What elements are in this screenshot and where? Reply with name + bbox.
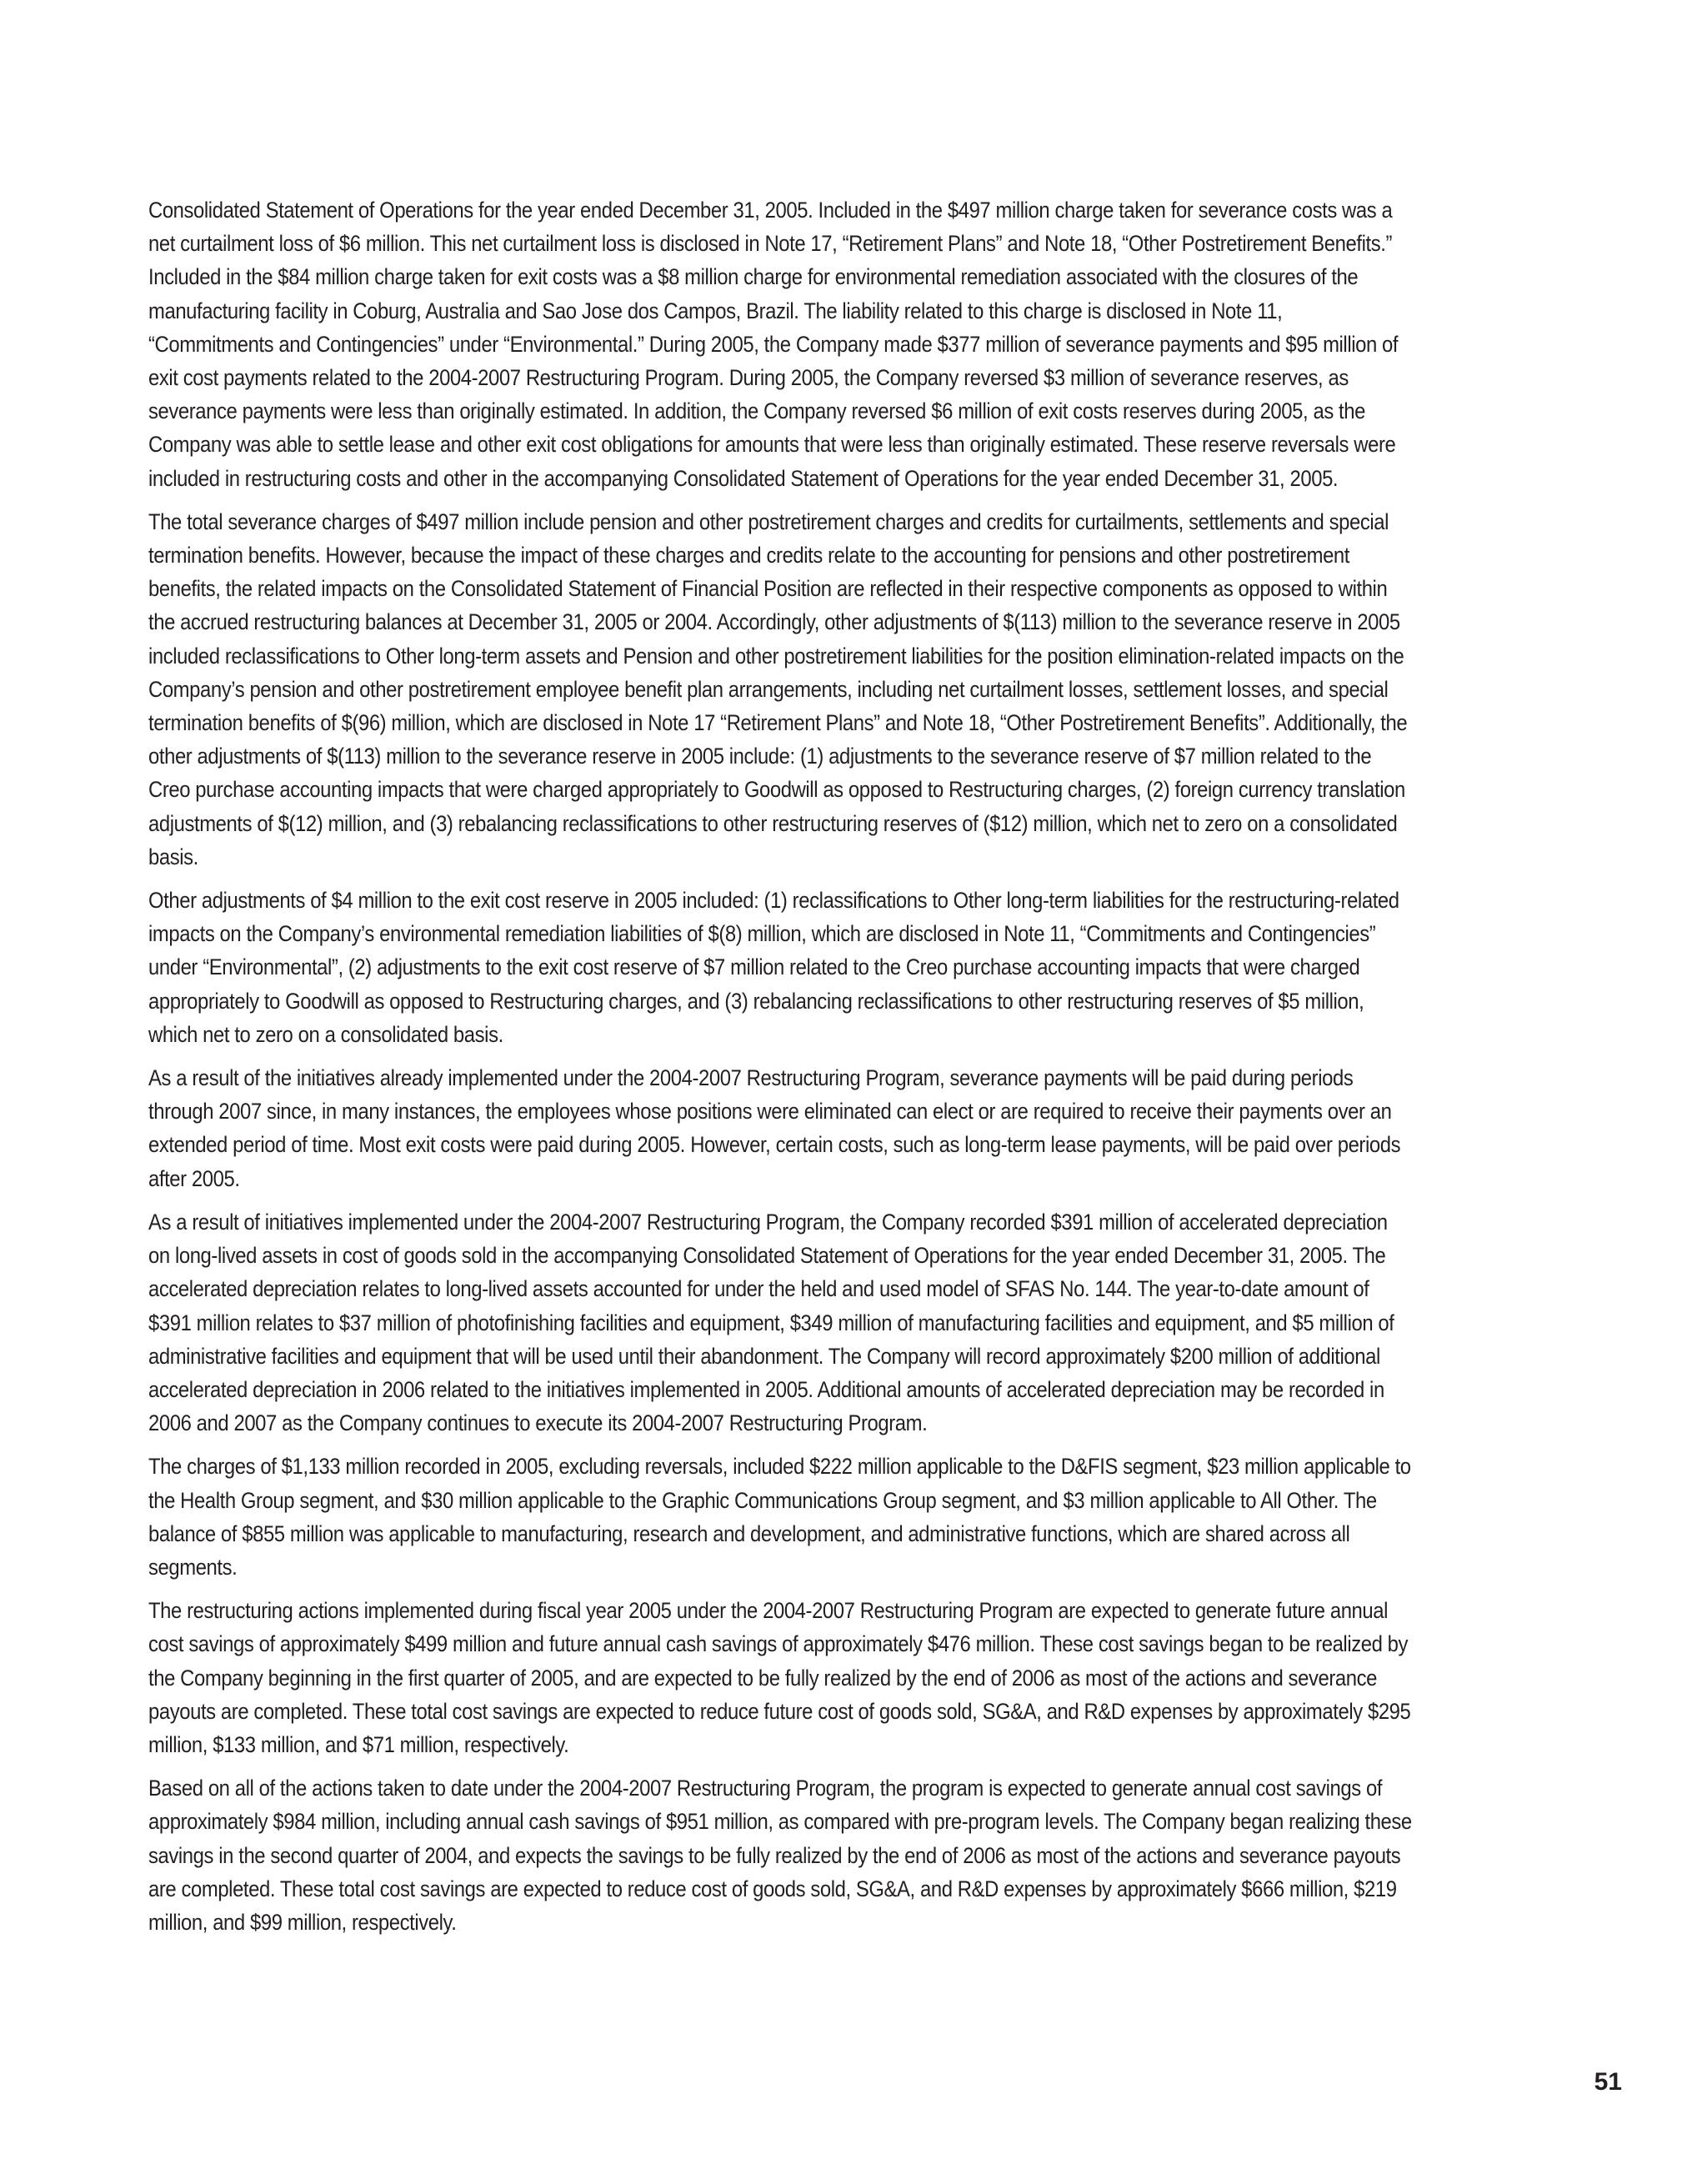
paragraph-payment-timing: As a result of the initiatives already implemented under the 2004-2007 Restructuring Program, severance payments will be paid during periods through 2007 since, in many instances, the employees whose positions were eliminated can elect or are required to receive their payments over an extended period of time. Most exit costs were paid during 2005. However, certain costs, such as long-term lease payments, will be paid over periods after 2005. — [148, 1065, 1401, 1191]
paragraph-exit-cost-adjustments: Other adjustments of $4 million to the exit cost reserve in 2005 included: (1) reclassifications to Other long-term liabilities for the restructuring-related impacts on the Company’s environmental remediation liabilities of $(8) million, which are disclosed in Note 11, “Commitments and Contingencies” under “Environmental”, (2) adjustments to the exit cost reserve of $7 million related to the Creo purchase accounting impacts that were charged appropriately to Goodwill as opposed to Restructuring charges, and (3) rebalancing reclassifications to other restructuring reserves of $5 million, which net to zero on a consolidated basis. — [148, 888, 1399, 1047]
paragraph-restructuring-charges: Consolidated Statement of Operations for the year ended December 31, 2005. Included in the $497 million charge taken for severance costs was a net curtailment loss of $6 million. This net curtailment loss is disclosed in Note 17, “Retirement Plans” and Note 18, “Other Postretirement Benefits.” Included in the $84 million charge taken for exit costs was a $8 million charge for environmental remediation associated with the closures of the manufacturing facility in Coburg, Australia and Sao Jose dos Campos, Brazil. The liability related to this charge is disclosed in Note 11, “Commitments and Contingencies” under “Environmental.” During 2005, the Company made $377 million of severance payments and $95 million of exit cost payments related to the 2004-2007 Restructuring Program. During 2005, the Company reversed $3 million of severance reserves, as severance payments were less than originally estimated. In addition, the Company reversed $6 million of exit costs reserves during 2005, as the Company was able to settle lease and other exit cost obligations for amounts that were less than originally estimated. These reserve reversals were included in restructuring costs and other in the accompanying Consolidated Statement of Operations for the year ended December 31, 2005. — [148, 198, 1399, 491]
page-number: 51 — [1594, 2068, 1622, 2096]
paragraph-segment-charges: The charges of $1,133 million recorded in 2005, excluding reversals, included $222 million applicable to the D&FIS segment, $23 million applicable to the Health Group segment, and $30 million applicable to the Graphic Communications Group segment, and $3 million applicable to All Other. The balance of $855 million was applicable to manufacturing, research and development, and administrative functions, which are shared across all segments. — [148, 1454, 1411, 1580]
paragraph-accelerated-depreciation: As a result of initiatives implemented under the 2004-2007 Restructuring Program, the Company recorded $391 million of accelerated depreciation on long-lived assets in cost of goods sold in the accompanying Consolidated Statement of Operations for the year ended December 31, 2005. The accelerated depreciation relates to long-lived assets accounted for under the held and used model of SFAS No. 144. The year-to-date amount of $391 million relates to $37 million of photofinishing facilities and equipment, $349 million of manufacturing facilities and equipment, and $5 million of administrative facilities and equipment that will be used until their abandonment. The Company will record approximately $200 million of additional accelerated depreciation in 2006 related to the initiatives implemented in 2005. Additional amounts of accelerated depreciation may be recorded in 2006 and 2007 as the Company continues to execute its 2004-2007 Restructuring Program. — [148, 1209, 1394, 1436]
paragraph-severance-charges: The total severance charges of $497 million include pension and other postretirement charges and credits for curtailments, settlements and special termination benefits. However, because the impact of these charges and credits relate to the accounting for pensions and other postretirement benefits, the related impacts on the Consolidated Statement of Financial Position are reflected in their respective components as opposed to within the accrued restructuring balances at December 31, 2005 or 2004. Accordingly, other adjustments of $(113) million to the severance reserve in 2005 included reclassifications to Other long-term assets and Pension and other postretirement liabilities for the position elimination-related impacts on the Company’s pension and other postretirement employee benefit plan arrangements, including net curtailment losses, settlement losses, and special termination benefits of $(96) million, which are disclosed in Note 17 “Retirement Plans” and Note 18, “Other Postretirement Benefits”. Additionally, the other adjustments of $(113) million to the severance reserve in 2005 include: (1) adjustments to the severance reserve of $7 million related to the Creo purchase accounting impacts that were charged appropriately to Goodwill as opposed to Restructuring charges, (2) foreign currency translation adjustments of $(12) million, and (3) rebalancing reclassifications to other restructuring reserves of ($12) million, which net to zero on a consolidated basis. — [148, 508, 1408, 869]
paragraph-program-cost-savings: Based on all of the actions taken to date under the 2004-2007 Restructuring Program, the program is expected to generate annual cost savings of approximately $984 million, including annual cash savings of $951 million, as compared with pre-program levels. The Company began realizing these savings in the second quarter of 2004, and expects the savings to be fully realized by the end of 2006 as most of the actions and severance payouts are completed. These total cost savings are expected to reduce cost of goods sold, SG&A, and R&D expenses by approximately $666 million, $219 million, and $99 million, respectively. — [148, 1776, 1412, 1935]
paragraph-2005-cost-savings: The restructuring actions implemented during fiscal year 2005 under the 2004-2007 Restructuring Program are expected to generate future annual cost savings of approximately $499 million and future annual cash savings of approximately $476 million. These cost savings began to be realized by the Company beginning in the first quarter of 2005, and are expected to be fully realized by the end of 2006 as most of the actions and severance payouts are completed. These total cost savings are expected to reduce future cost of goods sold, SG&A, and R&D expenses by approximately $295 million, $133 million, and $71 million, respectively. — [148, 1598, 1411, 1757]
body-text — [148, 193, 1413, 1949]
